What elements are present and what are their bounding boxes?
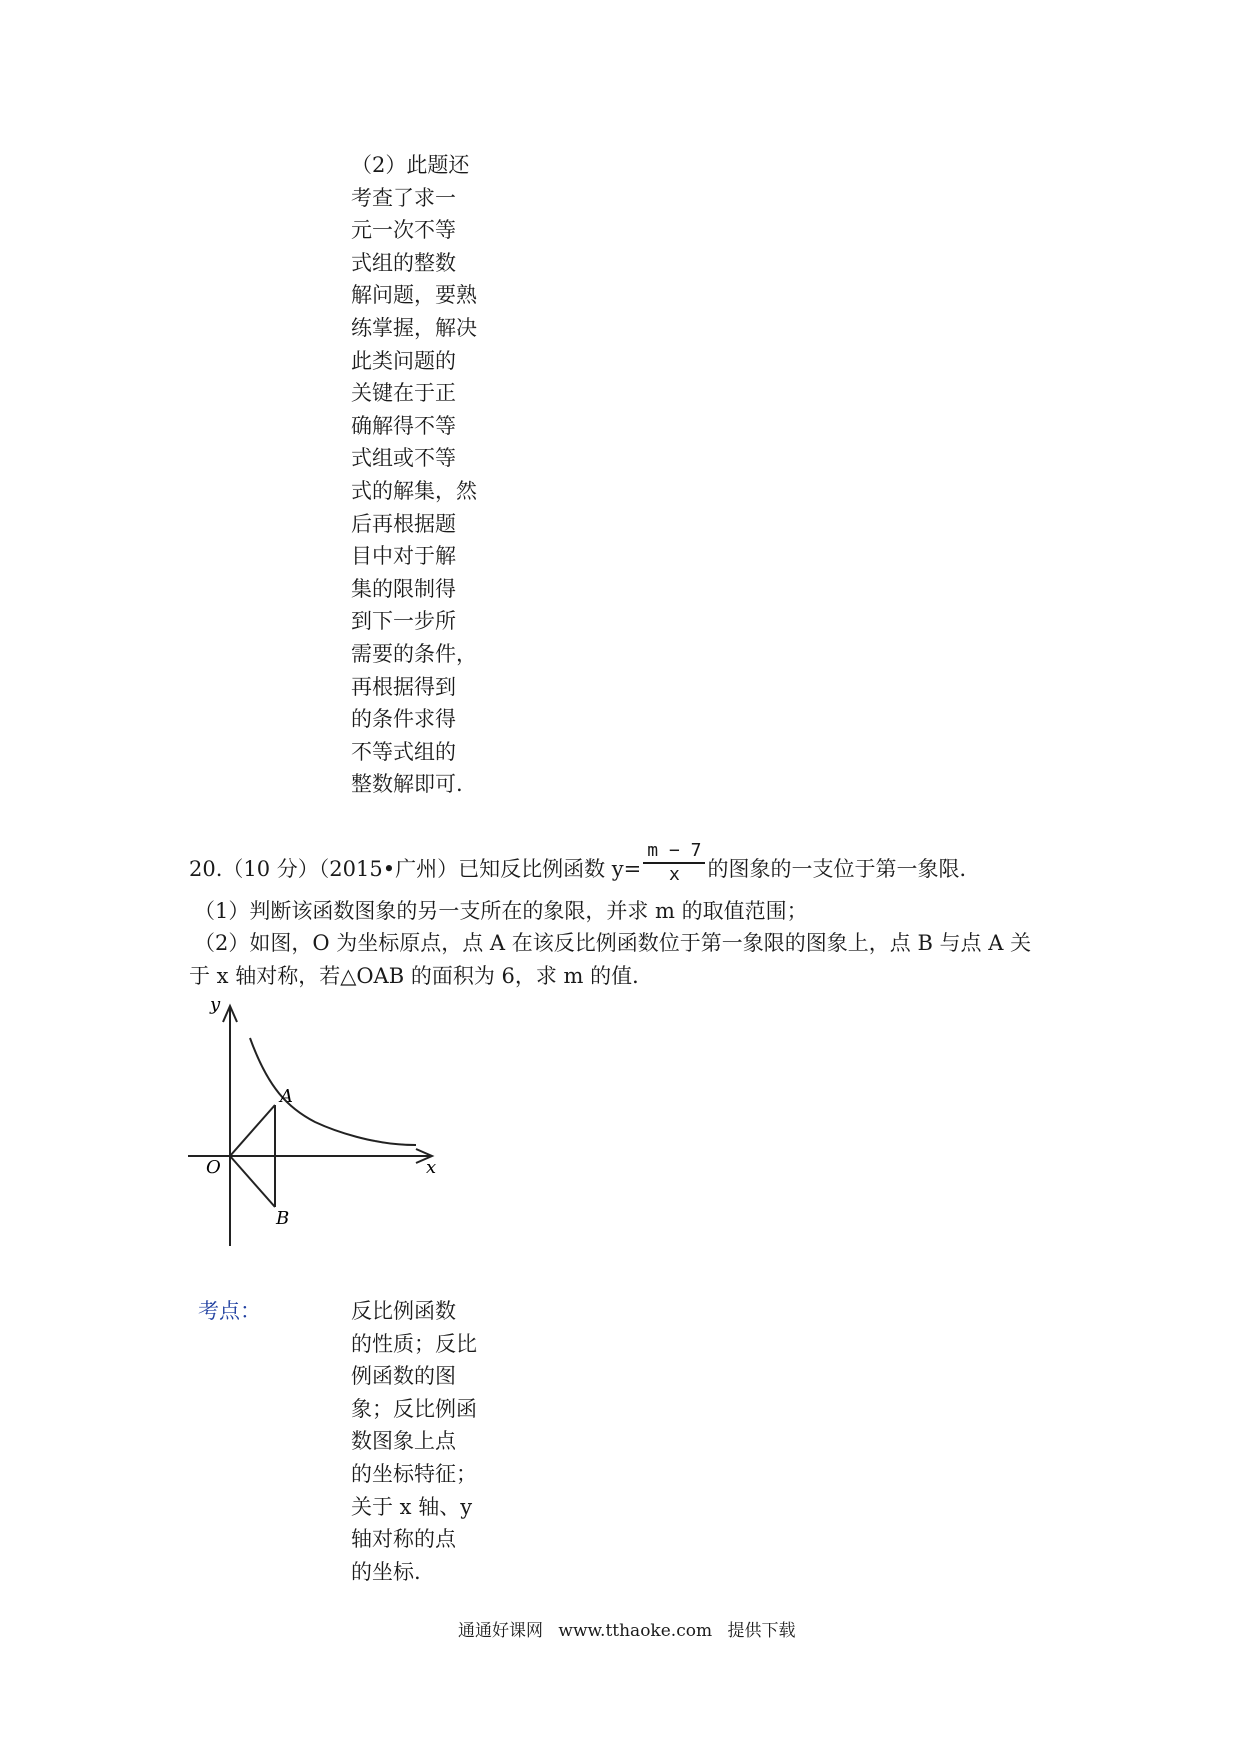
page-footer — [458, 1619, 805, 1643]
note-line: 式组或不等 — [351, 446, 456, 471]
segment-oa — [230, 1105, 275, 1156]
kaodian-line: 数图象上点 — [351, 1429, 456, 1454]
note-line: 的条件求得 — [351, 707, 456, 732]
note-line: 练掌握，解决 — [351, 315, 477, 340]
note-line: 不等式组的 — [351, 739, 456, 764]
solution-note — [351, 149, 491, 801]
note-line: 集的限制得 — [351, 576, 456, 601]
kaodian-label: 考点： — [198, 1299, 261, 1323]
coordinate-figure — [180, 990, 460, 1260]
note-line: 式的解集，然 — [351, 478, 477, 503]
fraction-denominator: x — [668, 864, 680, 885]
note-line: 需要的条件， — [351, 641, 477, 666]
kaodian-line: 象；反比例函 — [351, 1396, 477, 1421]
label-b: B — [276, 1208, 290, 1229]
hyperbola-tail — [375, 1141, 416, 1145]
note-line: 元一次不等 — [351, 218, 456, 243]
hyperbola-branch — [250, 1038, 375, 1141]
segment-ob — [230, 1156, 275, 1207]
kaodian-line: 反比例函数 — [351, 1299, 456, 1323]
kaodian-content — [351, 1295, 491, 1588]
question-part-1: （1）判断该函数图象的另一支所在的象限，并求 m 的取值范围； — [194, 899, 808, 923]
note-line: 考查了求一 — [351, 185, 456, 210]
footer-suffix: 提供下载 — [727, 1621, 796, 1641]
question-stem-text: 20.（10 分）（2015•广州）已知反比例函数 y= — [189, 857, 642, 881]
note-line: 式组的整数 — [351, 250, 456, 275]
kaodian-line: 例函数的图 — [351, 1364, 456, 1389]
kaodian-line: 的坐标. — [351, 1559, 421, 1584]
note-line: 到下一步所 — [351, 609, 456, 634]
fraction-numerator: m − 7 — [647, 840, 702, 861]
kaodian-line: 关于 x 轴、y — [351, 1494, 473, 1519]
label-a: A — [280, 1086, 293, 1107]
kaodian-line: 轴对称的点 — [351, 1527, 456, 1552]
note-line: 解问题，要熟 — [351, 283, 477, 308]
label-o: O — [206, 1157, 221, 1178]
kaodian-line: 的性质；反比 — [351, 1331, 477, 1356]
question-part-2: （2）如图，O 为坐标原点，点 A 在该反比例函数位于第一象限的图象上，点 B 与点 A 关 — [194, 931, 1032, 955]
note-line: 再根据得到 — [351, 674, 456, 699]
question-part-2-continued: 于 x 轴对称，若△OAB 的面积为 6，求 m 的值． — [189, 964, 654, 988]
note-line: 整数解即可. — [351, 772, 463, 797]
note-line: 后再根据题 — [351, 511, 456, 536]
note-line: （2）此题还 — [351, 153, 470, 177]
label-y: y — [210, 994, 221, 1015]
kaodian-line: 的坐标特征； — [351, 1461, 477, 1486]
question-stem — [189, 840, 981, 892]
fraction — [643, 840, 705, 886]
note-line: 确解得不等 — [351, 413, 456, 438]
note-line: 目中对于解 — [351, 544, 456, 569]
note-line: 关键在于正 — [351, 381, 456, 406]
footer-url[interactable]: www.tthaoke.com — [558, 1621, 713, 1641]
label-x: x — [426, 1157, 437, 1178]
note-line: 此类问题的 — [351, 348, 456, 373]
question-stem-tail: 的图象的一支位于第一象限． — [707, 857, 981, 881]
footer-site: 通通好课网 — [458, 1621, 543, 1641]
